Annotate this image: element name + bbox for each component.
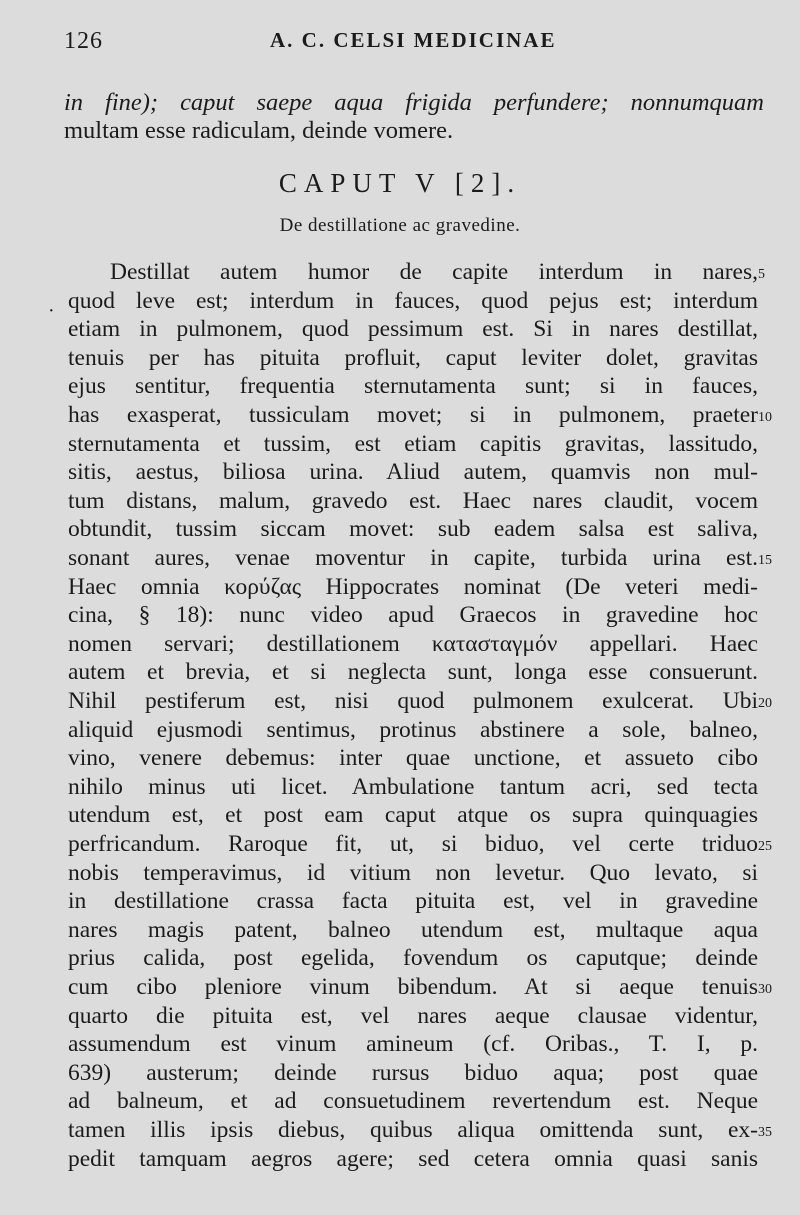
text-line: nares magis patent, balneo utendum est, multaque aqua [68,916,758,943]
text-line: in destillatione crassa facta pituita est, vel in gravedine [68,888,758,915]
text-line: tum distans, malum, gravedo est. Haec nares claudit, vocem [68,487,758,514]
text-line: Nihil pestiferum est, nisi quod pulmonem exulcerat. Ubi [68,688,758,714]
text-line: etiam in pulmonem, quod pessimum est. Si in nares destillat, [68,316,758,343]
line-number: 20 [758,696,772,711]
text-line: sternutamenta et tussim, est etiam capitis gravitas, lassitudo, [68,430,758,457]
text-line: prius calida, post egelida, fovendum os caputque; deinde [68,945,758,972]
text-line: nomen servari; destillationem κατασταγμόν appellari. Haec [68,630,758,657]
chapter-title: CAPUT V [2]. [278,168,522,198]
text-line: obtundit, tussim siccam movet: sub eadem salsa est saliva, [68,516,758,543]
page-number: 126 [64,28,103,54]
line-number: 25 [758,839,772,854]
text-line: sonant aures, venae moventur in capite, turbida urina est. [68,545,758,571]
text-line: quarto die pituita est, vel nares aeque clausae videntur, [68,1002,758,1029]
text-line: tamen illis ipsis diebus, quibus aliqua omittenda sunt, ex- [68,1117,758,1143]
continuation-line [64,88,764,118]
text-line: Haec omnia κορύζας Hippocrates nominat (De veteri medi- [68,573,758,600]
text-line: has exasperat, tussiculam movet; si in pulmonem, praeter [68,402,758,428]
text-line: pedit tamquam aegros agere; sed cetera omnia quasi sanis [68,1145,758,1172]
running-header [64,28,764,62]
text-line: cina, § 18): nunc video apud Graecos in gravedine hoc [68,602,758,629]
line-number: 15 [758,553,772,568]
text-line: ejus sentitur, frequentia sternutamenta sunt; si in fauces, [68,373,758,400]
line-number: 30 [758,982,772,997]
chapter-subtitle: De destillatione ac gravedine. [279,215,521,236]
text-line: utendum est, et post eam caput atque os supra quinquagies [68,802,758,829]
margin-dot: · [48,300,55,322]
continuation-line: multam esse radiculam, deinde vomere. [64,117,454,144]
text-line: nihilo minus uti licet. Ambulatione tantum acri, sed tecta [68,773,758,800]
text-line: vino, venere debemus: inter quae unctione, et assueto cibo [68,745,758,772]
text-line: quod leve est; interdum in fauces, quod pejus est; interdum [68,287,758,314]
text-line: cum cibo pleniore vinum bibendum. At si aeque tenuis [68,974,758,1000]
line-number: 35 [758,1125,772,1140]
text-line: nobis temperavimus, id vitium non levetur. Quo levato, si [68,859,758,886]
text-line: tenuis per has pituita profluit, caput leviter dolet, gravitas [68,344,758,371]
text-line: autem et brevia, et si neglecta sunt, longa esse consuerunt. [68,659,758,686]
text-line: ad balneum, et ad consuetudinem revertendum est. Neque [68,1088,758,1115]
text-line: aliquid ejusmodi sentimus, protinus abstinere a sole, balneo, [68,716,758,743]
running-title: A. C. CELSI MEDICINAE [270,28,557,52]
line-number: 10 [758,410,772,425]
text-line: 639) austerum; deinde rursus biduo aqua; post quae [68,1059,758,1086]
text-line: assumendum est vinum amineum (cf. Oribas., T. I, p. [68,1031,758,1058]
text-line: perfricandum. Raroque fit, ut, si biduo, vel certe triduo [68,831,758,857]
text-line: sitis, aestus, biliosa urina. Aliud autem, quamvis non mul- [68,459,758,486]
line-number: 5 [758,267,765,282]
text-line: Destillat autem humor de capite interdum in nares, [110,259,758,285]
continuation-text: in fine); caput saepe aqua frigida perfundere; nonnumquam [64,89,764,116]
